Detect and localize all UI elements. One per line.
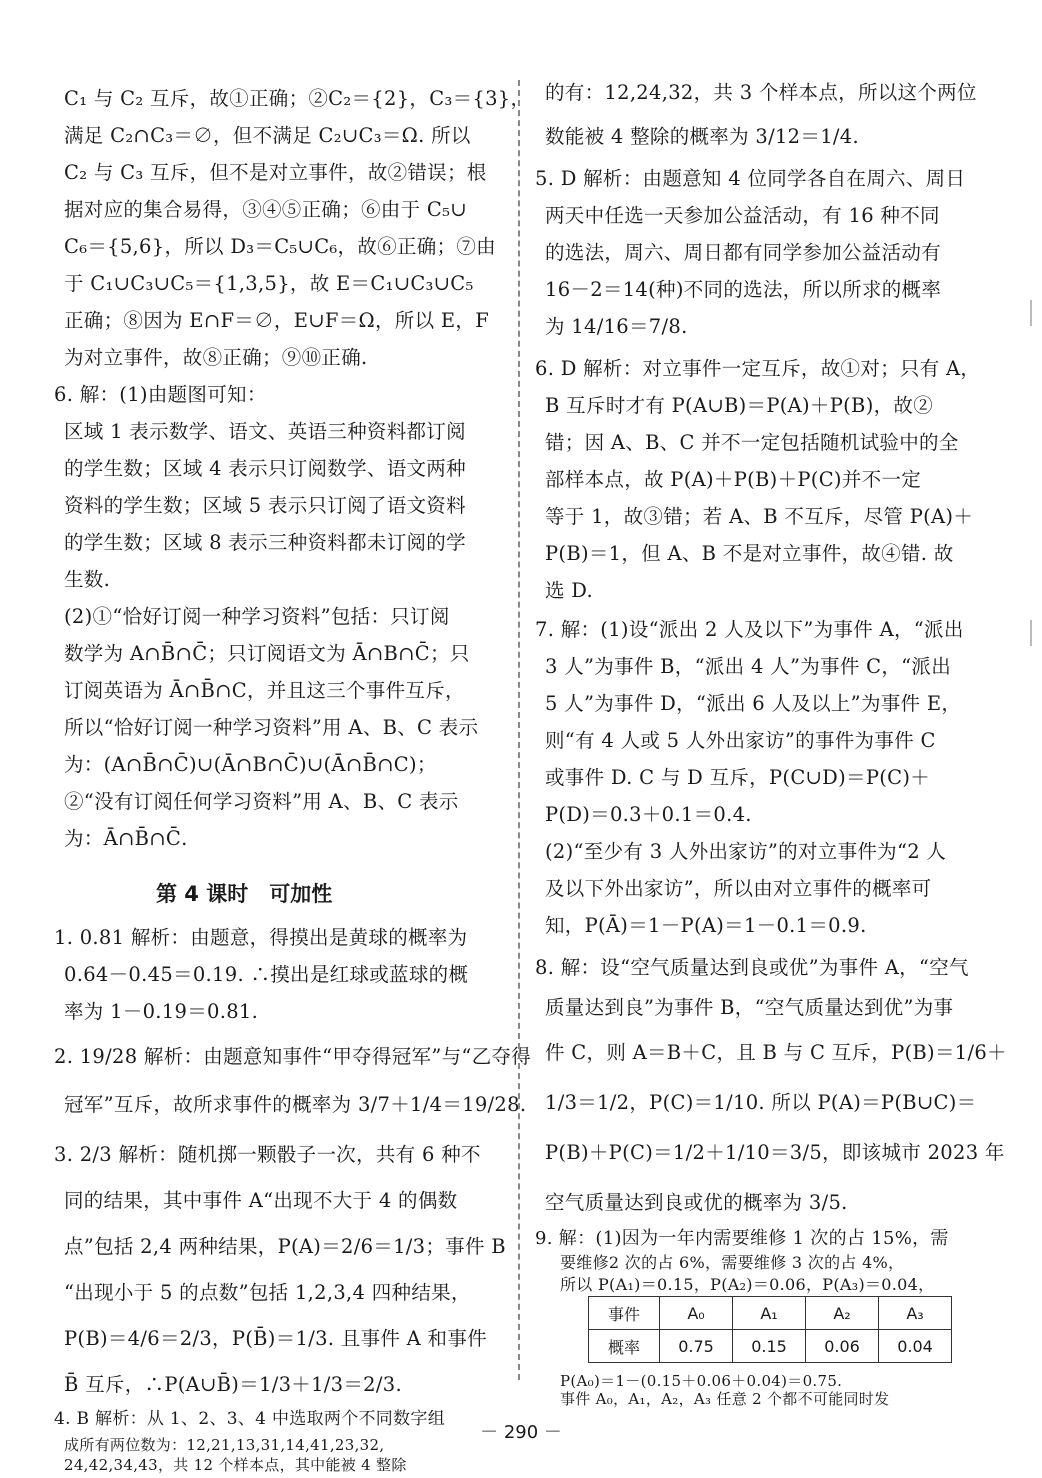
text-line: 数学为 A∩B̄∩C̄；只订阅语文为 Ā∩B∩C̄；只: [64, 642, 470, 665]
text-line: 冠军”互斥，故所求事件的概率为 3/7＋1/4＝19/28.: [64, 1093, 527, 1116]
text-line: 为对立事件，故⑧正确；⑨⑩正确.: [64, 346, 368, 369]
text-line: 成所有两位数为：12,21,13,31,14,41,23,32,: [64, 1436, 385, 1454]
text-line: 0.64－0.45＝0.19. ∴摸出是红球或蓝球的概: [64, 963, 469, 986]
text-line: 及以下外出家访”，所以由对立事件的概率可: [545, 877, 932, 900]
text-line: 24,42,34,43，共 12 个样本点，其中能被 4 整除: [64, 1456, 407, 1474]
text-line: 于 C₁∪C₃∪C₅＝{1,3,5}，故 E＝C₁∪C₃∪C₅: [64, 272, 474, 295]
text-line: 或事件 D. C 与 D 互斥，P(C∪D)＝P(C)＋: [545, 766, 931, 789]
text-line: P(D)＝0.3＋0.1＝0.4.: [545, 803, 752, 826]
text-line: 3 人”为事件 B，“派出 4 人”为事件 C，“派出: [545, 655, 952, 678]
text-line: 等于 1，故③错；若 A、B 不互斥，尽管 P(A)＋: [545, 505, 974, 528]
text-line: “出现小于 5 的点数”包括 1,2,3,4 四种结果，: [64, 1281, 471, 1304]
text-line: C₂ 与 C₃ 互斥，但不是对立事件，故②错误；根: [64, 161, 487, 184]
text-line: B 互斥时才有 P(A∪B)＝P(A)＋P(B)，故②: [545, 394, 933, 417]
question-1-start: 1. 0.81 解析：由题意，得摸出是黄球的概率为: [54, 926, 468, 949]
text-line: 则“有 4 人或 5 人外出家访”的事件为事件 C: [545, 729, 936, 752]
text-line: 资料的学生数；区域 5 表示只订阅了语文资料: [64, 494, 466, 517]
table-cell: 事件: [589, 1297, 660, 1330]
text-line: 空气质量达到良或优的概率为 3/5.: [545, 1191, 848, 1214]
text-line: 质量达到良”为事件 B，“空气质量达到优”为事: [545, 996, 954, 1019]
text-line: 所以“恰好订阅一种学习资料”用 A、B、C 表示: [64, 716, 479, 739]
text-line: (2)“至少有 3 人外出家访”的对立事件为“2 人: [545, 840, 947, 863]
section-title: 第 4 课时 可加性: [156, 882, 333, 906]
text-line: 5 人”为事件 D，“派出 6 人及以上”为事件 E，: [545, 692, 962, 715]
table-cell: 0.75: [660, 1330, 733, 1363]
text-line: 点”包括 2,4 两种结果，P(A)＝2/6＝1/3；事件 B: [64, 1235, 506, 1258]
text-line: 的学生数；区域 8 表示三种资料都未订阅的学: [64, 531, 466, 554]
text-line: 两天中任选一天参加公益活动，有 16 种不同: [545, 204, 940, 227]
question-7-start: 7. 解：(1)设“派出 2 人及以下”为事件 A，“派出: [535, 618, 964, 641]
text-line: 件 C，则 A＝B＋C，且 B 与 C 互斥，P(B)＝1/6＋: [545, 1041, 1007, 1064]
page-number: － 290 －: [480, 1422, 562, 1443]
text-line: 正确；⑧因为 E∩F＝∅，E∪F＝Ω，所以 E，F: [64, 309, 490, 332]
question-9-start: 9. 解：(1)因为一年内需要维修 1 次的占 15%，需: [535, 1228, 949, 1249]
text-line: P(B)＝1，但 A、B 不是对立事件，故④错. 故: [545, 542, 954, 565]
text-line: 数能被 4 整除的概率为 3/12＝1/4.: [545, 125, 859, 148]
text-line: ②“没有订阅任何学习资料”用 A、B、C 表示: [64, 790, 459, 813]
question-6-start: 6. 解：(1)由题图可知：: [54, 383, 267, 406]
question-2-start: 2. 19/28 解析：由题意知事件“甲夺得冠军”与“乙夺得: [54, 1045, 532, 1068]
text-line: P(B)＝4/6＝2/3，P(B̄)＝1/3. 且事件 A 和事件: [64, 1327, 487, 1350]
table-row: [589, 1330, 952, 1363]
text-line: P(A₀)＝1－(0.15＋0.06＋0.04)＝0.75.: [560, 1372, 843, 1390]
text-line: 部样本点，故 P(A)＋P(B)＋P(C)并不一定: [545, 468, 922, 491]
text-line: 的选法，周六、周日都有同学参加公益活动有: [545, 241, 942, 264]
text-line: P(B)＋P(C)＝1/2＋1/10＝3/5，即该城市 2023 年: [545, 1141, 1005, 1164]
text-line: 满足 C₂∩C₃＝∅，但不满足 C₂∪C₃＝Ω. 所以: [64, 124, 471, 147]
table-cell: A₂: [806, 1297, 879, 1330]
text-line: 事件 A₀，A₁，A₂，A₃ 任意 2 个都不可能同时发: [560, 1390, 890, 1408]
question-8-start: 8. 解：设“空气质量达到良或优”为事件 A，“空气: [535, 956, 969, 979]
probability-table: [588, 1296, 952, 1363]
table-cell: A₃: [879, 1297, 952, 1330]
text-line: 生数.: [64, 568, 111, 591]
table-cell: 概率: [589, 1330, 660, 1363]
text-line: 为 14/16＝7/8.: [545, 315, 688, 338]
text-line: 同的结果，其中事件 A“出现不大于 4 的偶数: [64, 1189, 458, 1212]
text-line: 为：(A∩B̄∩C̄)∪(Ā∩B∩C̄)∪(Ā∩B̄∩C)；: [64, 753, 437, 776]
text-line: 的有：12,24,32，共 3 个样本点，所以这个两位: [545, 81, 977, 104]
text-line: 所以 P(A₁)＝0.15，P(A₂)＝0.06，P(A₃)＝0.04，: [560, 1275, 935, 1294]
text-line: 1/3＝1/2，P(C)＝1/10. 所以 P(A)＝P(B∪C)＝: [545, 1091, 977, 1114]
text-line: 区域 1 表示数学、语文、英语三种资料都订阅: [64, 420, 466, 443]
question-6d-start: 6. D 解析：对立事件一定互斥，故①对；只有 A，: [535, 357, 981, 380]
table-cell: A₁: [733, 1297, 806, 1330]
text-line: 率为 1－0.19＝0.81.: [64, 1000, 259, 1023]
table-cell: A₀: [660, 1297, 733, 1330]
text-line: 选 D.: [545, 579, 594, 602]
table-header-row: [589, 1297, 952, 1330]
edge-mark: [1030, 620, 1032, 646]
question-5-start: 5. D 解析：由题意知 4 位同学各自在周六、周日: [535, 167, 966, 190]
text-line: 4. B 解析：从 1、2、3、4 中选取两个不同数字组: [54, 1409, 445, 1429]
table-cell: 0.06: [806, 1330, 879, 1363]
table-cell: 0.04: [879, 1330, 952, 1363]
text-line: C₆＝{5,6}，所以 D₃＝C₅∪C₆，故⑥正确；⑦由: [64, 235, 496, 258]
text-line: 知，P(Ā)＝1－P(A)＝1－0.1＝0.9.: [545, 914, 867, 937]
text-line: 错；因 A、B、C 并不一定包括随机试验中的全: [545, 431, 959, 454]
text-line: C₁ 与 C₂ 互斥，故①正确；②C₂＝{2}，C₃＝{3}，: [64, 87, 531, 110]
text-line: 订阅英语为 Ā∩B̄∩C，并且这三个事件互斥，: [64, 679, 465, 702]
text-line: 的学生数；区域 4 表示只订阅数学、语文两种: [64, 457, 466, 480]
text-line: 据对应的集合易得，③④⑤正确；⑥由于 C₅∪: [64, 198, 467, 221]
column-divider: [518, 80, 520, 1380]
edge-mark: [1030, 300, 1032, 326]
text-line: 要维修2 次的占 6%，需要维修 3 次的占 4%，: [560, 1253, 905, 1272]
text-line: B̄ 互斥，∴P(A∪B̄)＝1/3＋1/3＝2/3.: [64, 1373, 402, 1396]
text-line: 为：Ā∩B̄∩C̄.: [64, 827, 188, 850]
table-cell: 0.15: [733, 1330, 806, 1363]
question-3-start: 3. 2/3 解析：随机掷一颗骰子一次，共有 6 种不: [54, 1143, 481, 1166]
text-line: (2)①“恰好订阅一种学习资料”包括：只订阅: [64, 605, 450, 628]
text-line: 16－2＝14(种)不同的选法，所以所求的概率: [545, 278, 942, 301]
